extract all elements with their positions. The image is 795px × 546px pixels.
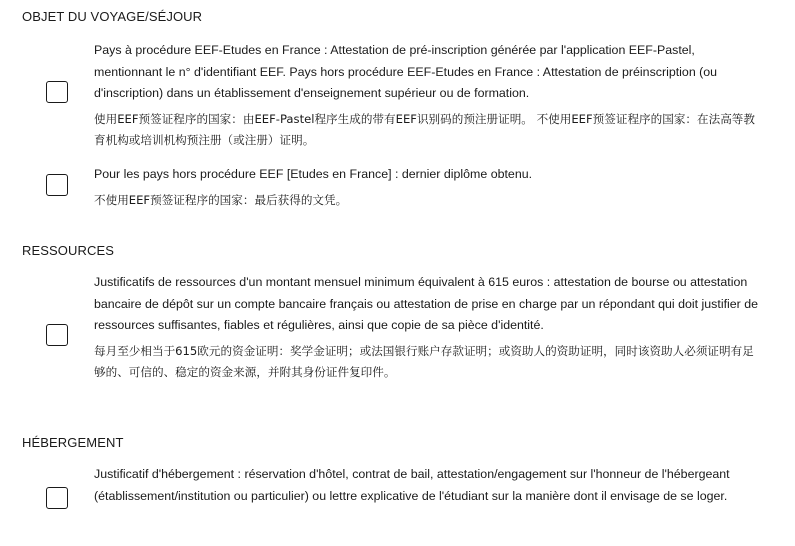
item-text-zh: 每月至少相当于615欧元的资金证明：奖学金证明；或法国银行账户存款证明；或资助人的资助证明，同时该资助人必须证明有足够的、可信的、稳定的资金来源，并附其身份证件复印件。: [94, 343, 754, 379]
item-text-fr: Justificatifs de ressources d'un montant mensuel minimum équivalent à 615 euros : attestation de bourse ou attestation bancaire de dépôt sur un compte bancaire français ou attestation de prise en charge par un répondant qui doit justifier de ressources suffisantes, fiables et régulières, ainsi que copie de sa pièce d'identité.: [94, 275, 759, 332]
checkbox-diplome[interactable]: [46, 174, 68, 196]
checkbox-hebergement[interactable]: [46, 487, 68, 509]
item-text: [94, 464, 764, 507]
checkbox-ressources[interactable]: [46, 324, 68, 346]
section-title-ressources: RESSOURCES: [22, 243, 115, 258]
item-text-zh: 使用EEF预签证程序的国家：由EEF-Pastel程序生成的带有EEF识别码的预注册证明。 不使用EEF预签证程序的国家：在法高等教育机构或培训机构预注册（或注册）证明。: [94, 111, 755, 147]
item-text: [94, 40, 764, 152]
item-text: [94, 164, 764, 211]
item-text-fr: Pays à procédure EEF-Etudes en France : Attestation de pré-inscription générée par l'application EEF-Pastel, mentionnant le n° d'identifiant EEF. Pays hors procédure EEF-Etudes en France : Attestation de préinscription (ou d'inscription) dans un établissement d'enseignement supérieur ou de formation.: [94, 43, 718, 100]
section-title-objet: OBJET DU VOYAGE/SÉJOUR: [22, 9, 203, 24]
item-text-fr: Pour les pays hors procédure EEF [Etudes en France] : dernier diplôme obtenu.: [94, 167, 533, 181]
checkbox-eef-attestation[interactable]: [46, 81, 68, 103]
item-text-zh: 不使用EEF预签证程序的国家：最后获得的文凭。: [94, 192, 348, 207]
item-text: [94, 272, 764, 384]
section-title-hebergement: HÉBERGEMENT: [22, 435, 124, 450]
item-text-fr: Justificatif d'hébergement : réservation d'hôtel, contrat de bail, attestation/engagement sur l'honneur de l'hébergeant (établissement/institution ou particulier) ou lettre explicative de l'étudiant sur la manière dont il envisage de se loger.: [94, 467, 730, 503]
